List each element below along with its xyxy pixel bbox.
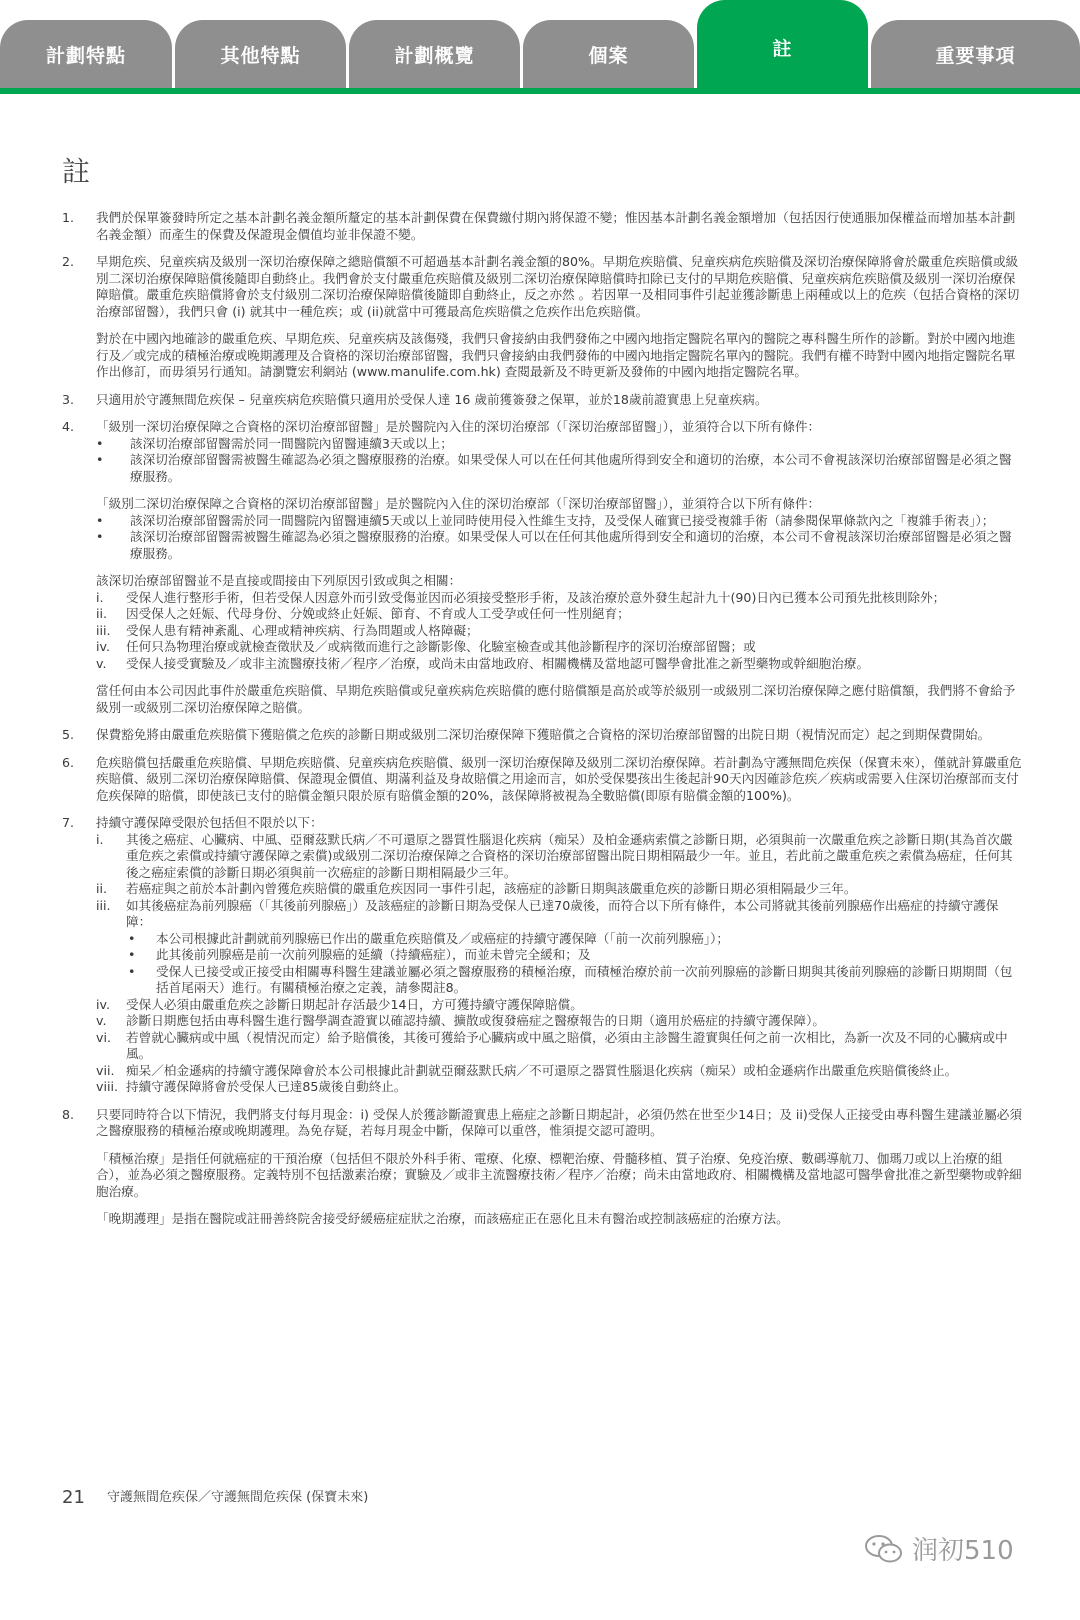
roman-item: iii. 受保人患有精神紊亂、心理或精神疾病、行為問題或人格障礙； <box>96 622 479 638</box>
note-number: 3. <box>62 391 75 407</box>
note-text: 危疾賠償包括嚴重危疾賠償、早期危疾賠償、兒童疾病危疾賠償、級別一深切治療保障及級別二深切治療保障。若計劃為守護無間危疾保（保寶未來），僅就計算嚴重危疾賠償、級別二深切治療保障賠償、保證現金價值、期滿利益及身故賠償之用途而言，如於受保嬰孩出生後起計90天內因確診危疾／疾病或需要入住深切治療部而支付危疾保障的賠償，即使該已支付的賠償金額只限於原有賠償金額的20%，該保障將被視為全數賠償(即原有賠償金額的100%)。 <box>96 754 1022 803</box>
bullet-text: 該深切治療部留醫需被醫生確認為必須之醫療服務的治療。如果受保人可以在任何其他處所得到安全和適切的治療，本公司不會視該深切治療部留醫是必須之醫療服務。 <box>130 529 1012 561</box>
bullet-text: 該深切治療部留醫需被醫生確認為必須之醫療服務的治療。如果受保人可以在任何其他處所得到安全和適切的治療，本公司不會視該深切治療部留醫是必須之醫療服務。 <box>130 452 1012 484</box>
note-number: 6. <box>62 754 75 770</box>
note-2 <box>62 254 1022 381</box>
tab-other-features[interactable]: 其他特點 <box>175 20 346 88</box>
tab-notes[interactable]: 註 <box>697 0 868 88</box>
roman-item: v. 診斷日期應包括由專科醫生進行醫學調查證實以確認持續、擴散或復發癌症之醫療報告的日期（適用於癌症的持續守護保障）。 <box>96 1013 825 1028</box>
section-tabs <box>0 0 1080 94</box>
note-text: 保費豁免將由嚴重危疾賠償下獲賠償之危疾的診斷日期或級別二深切治療保障下獲賠償之合資格的深切治療部留醫的出院日期（視情況而定）起之到期保費開始。 <box>96 727 991 742</box>
sub-bullet-item: • 此其後前列腺癌是前一次前列腺癌的延續（持續癌症），而並未曾完全緩和；及 <box>128 947 591 962</box>
note-block <box>96 419 1022 485</box>
note-block <box>96 815 1022 1096</box>
roman-item: i. 其後之癌症、心臟病、中風、亞爾茲默氏病／不可還原之器質性腦退化疾病（痴呆）及柏金遜病索償之診斷日期，必須與前一次嚴重危疾之診斷日期(其為首次嚴重危疾之索償或持續守護保障之索償)或級別二深切治療保障之合資格的深切治療部留醫出院日期相隔最少一年。並且，若此前之嚴重危疾之索償為癌症，任何其後之癌症索償的診斷日期必須與前一次癌症的診斷日期相隔最少三年。 <box>96 831 1013 880</box>
roman-item: ii. 因受保人之妊娠、代母身份、分娩或終止妊娠、節育、不育或人工受孕或任何一性別絕育； <box>96 606 630 621</box>
bullet-item: • 該深切治療部留醫需於同一間醫院內留醫連續5天或以上並同時使用侵入性維生支持，及受保人確實已接受複雜手術（請參閱保單條款內之「複雜手術表」）； <box>96 512 995 528</box>
note-text: 持續守護保障受限於包括但不限於以下： <box>96 815 323 830</box>
sub-bullet-item: • 受保人已接受或正接受由相關專科醫生建議並屬必須之醫療服務的積極治療，而積極治療於前一次前列腺癌的診斷日期與其後前列腺癌的診斷日期期間（包括首尾兩天）進行。有關積極治療之定義，請參閱註8。 <box>128 963 1013 995</box>
note-text: 「級別二深切治療保障之合資格的深切治療部留醫」是於醫院內入住的深切治療部（「深切治療部留醫」），並須符合以下所有條件： <box>96 496 821 511</box>
wechat-icon <box>864 1533 904 1565</box>
note-5 <box>62 727 1022 744</box>
note-text: 我們於保單簽發時所定之基本計劃名義金額所釐定的基本計劃保費在保費繳付期內將保證不變；惟因基本計劃名義金額增加（包括因行使通脹加保權益而增加基本計劃名義金額）而產生的保費及保證現金價值均並非保證不變。 <box>96 210 1016 242</box>
page-title: 註 <box>62 155 91 188</box>
roman-item: i. 受保人進行整形手術，但若受保人因意外而引致受傷並因而必須接受整形手術，及該治療於意外發生起計九十(90)日內已獲本公司預先批核則除外； <box>96 589 946 605</box>
note-text: 早期危疾、兒童疾病及級別一深切治療保障之總賠償額不可超過基本計劃名義金額的80%。早期危疾賠償、兒童疾病危疾賠償及深切治療保障將會於嚴重危疾賠償或級別二深切治療保障賠償後隨即自動終止。我們會於支付嚴重危疾賠償及級別二深切治療保障賠償時扣除已支付的早期危疾賠償、兒童疾病危疾賠償及級別一深切治療保障賠償。嚴重危疾賠償將會於支付級別二深切治療保障賠償後隨即自動終止，反之亦然 。若因單一及相同事件引起並獲診斷患上兩種或以上的危疾（包括合資格的深切治療部留醫），我們只會 (i) 就其中一種危疾；或 (ii)就當中可獲最高危疾賠償之危疾作出危疾賠償。 <box>96 254 1020 319</box>
roman-item: v. 受保人接受實驗及／或非主流醫療技術／程序／治療，或尚未由當地政府、相關機構及當地認可醫學會批准之新型藥物或幹細胞治療。 <box>96 655 870 671</box>
tab-important-matters[interactable]: 重要事項 <box>871 20 1080 88</box>
roman-item: viii. 持續守護保障將會於受保人已達85歲後自動終止。 <box>96 1079 407 1094</box>
footer-text: 守護無間危疾保／守護無間危疾保 (保寶未來) <box>107 1490 369 1505</box>
sub-bullet-item: • 本公司根據此計劃就前列腺癌已作出的嚴重危疾賠償及／或癌症的持續守護保障（「前一次前列腺癌」）； <box>128 930 730 946</box>
watermark-text: 润初510 <box>912 1536 1014 1566</box>
bullet-item: • 該深切治療部留醫需被醫生確認為必須之醫療服務的治療。如果受保人可以在任何其他處所得到安全和適切的治療，本公司不會視該深切治療部留醫是必須之醫療服務。 <box>96 452 1012 484</box>
roman-item: ii. 若癌症與之前於本計劃內曾獲危疾賠償的嚴重危疾因同一事件引起，該癌症的診斷日期與該嚴重危疾的診斷日期必須相隔最少三年。 <box>96 881 857 896</box>
note-number: 5. <box>62 727 75 742</box>
bullet-text: 該深切治療部留醫需於同一間醫院內留醫連續5天或以上並同時使用侵入性維生支持，及受保人確實已接受複雜手術（請參閱保單條款內之「複雜手術表」）； <box>130 512 995 528</box>
tab-plan-overview[interactable]: 計劃概覽 <box>349 20 520 88</box>
tab-case[interactable]: 個案 <box>523 20 694 88</box>
note-text: 「晚期護理」是指在醫院或註冊善終院舍接受紓緩癌症症狀之治療，而該癌症正在惡化且未有醫治或控制該癌症的治療方法。 <box>96 1211 789 1226</box>
note-number: 2. <box>62 254 75 269</box>
note-text: 對於在中國內地確診的嚴重危疾、早期危疾、兒童疾病及該傷殘，我們只會接納由我們發佈之中國內地指定醫院名單內的醫院之專科醫生所作的診斷。對於中國內地進行及／或完成的積極治療或晚期護理及合資格的深切治療部留醫，我們只會接納由我們發佈的中國內地指定醫院名單內的醫院。我們有權不時對中國內地指定醫院名單作出修訂，而毋須另行通知。請瀏覽宏利網站 (www.manulife.com.hk) 查閱最新及不時更新及發佈的中國內地指定醫院名單。 <box>96 331 1016 379</box>
note-1 <box>62 210 1022 243</box>
roman-item: vii. 痴呆／柏金遜病的持續守護保障會於本公司根據此計劃就亞爾茲默氏病／不可還原之器質性腦退化疾病（痴呆）或柏金遜病作出嚴重危疾賠償後終止。 <box>96 1062 958 1078</box>
page-number: 21 <box>62 1487 85 1508</box>
watermark <box>864 1530 1014 1567</box>
roman-item: iv. 受保人必須由嚴重危疾之診斷日期起計存活最少14日，方可獲持續守護保障賠償。 <box>96 996 583 1012</box>
note-text: 當任何由本公司因此事件於嚴重危疾賠償、早期危疾賠償或兒童疾病危疾賠償的應付賠償額是高於或等於級別一或級別二深切治療保障之應付賠償額，我們將不會給予級別一或級別二深切治療保障之賠償。 <box>96 683 1016 715</box>
note-text: 「積極治療」是指任何就癌症的干預治療（包括但不限於外科手術、電療、化療、標靶治療、骨髓移植、質子治療、免疫治療、數碼導航刀、伽瑪刀或以上治療的組合），並為必須之醫療服務。定義特別不包括激素治療；實驗及／或非主流醫療技術／程序／治療；尚未由當地政府、相關機構及當地認可醫學會批准之新型藥物或幹細胞治療。 <box>96 1150 1022 1199</box>
roman-item: vi. 若曾就心臟病或中風（視情況而定）給予賠償後，其後可獲給予心臟病或中風之賠償，必須由主診醫生證實與任何之前一次相比，為新一次及不同的心臟病或中風。 <box>96 1029 1008 1061</box>
tab-plan-features[interactable]: 計劃特點 <box>0 20 172 88</box>
tab-underline <box>0 88 1080 94</box>
note-number: 7. <box>62 815 75 830</box>
note-block <box>96 496 1022 562</box>
note-text: 「級別一深切治療保障之合資格的深切治療部留醫」是於醫院內入住的深切治療部（「深切治療部留醫」），並須符合以下所有條件： <box>96 419 821 434</box>
note-text: 該深切治療部留醫並不是直接或間接由下列原因引致或與之相關： <box>96 573 462 588</box>
bullet-item: • 該深切治療部留醫需於同一間醫院內留醫連續3天或以上； <box>96 435 453 451</box>
note-number: 4. <box>62 419 75 434</box>
roman-item: iv. 任何只為物理治療或就檢查徵狀及／或病徵而進行之診斷影像、化驗室檢查或其他診斷程序的深切治療部留醫；或 <box>96 639 756 654</box>
note-number: 8. <box>62 1106 75 1122</box>
roman-item: iii. 如其後癌症為前列腺癌（「其後前列腺癌」）及該癌症的診斷日期為受保人已達70歲後，而符合以下所有條件，本公司將就其後前列腺癌作出癌症的持續守護保障： • 本公司根據此計劃就前列腺癌已作出的嚴重危疾賠償及／或癌症的持續守護保障（「前一次前列腺癌」）； • 此其後前列腺癌是前一次前列腺癌的延續（持續癌症），而並未曾完全緩和；及 • 受保人已接受或正接受由相關專科醫生建議並屬必須之醫療服務的積極治療，而積極治療於前一次前列腺癌的診斷日期與其後前列腺癌的診斷日期期間（包括首尾兩天）進行。有關積極治療之定義，請參閱註8。 <box>96 898 1022 997</box>
note-3 <box>62 392 1022 409</box>
page-footer <box>62 1486 368 1508</box>
note-block <box>96 573 1022 672</box>
note-text: 只適用於守護無間危疾保 – 兒童疾病危疾賠償只適用於受保人達 16 歲前獲簽發之保單，並於18歲前證實患上兒童疾病。 <box>96 391 768 407</box>
note-text: 只要同時符合以下情況，我們將支付每月現金：i) 受保人於獲診斷證實患上癌症之診斷日期起計，必須仍然在世至少14日；及 ii)受保人正接受由專科醫生建議並屬必須之醫療服務的積極治療或晚期護理。為免存疑，若每月現金中斷，保障可以重啓，惟須提交認可證明。 <box>96 1106 1022 1138</box>
note-number: 1. <box>62 210 75 225</box>
bullet-item: • 該深切治療部留醫需被醫生確認為必須之醫療服務的治療。如果受保人可以在任何其他處所得到安全和適切的治療，本公司不會視該深切治療部留醫是必須之醫療服務。 <box>96 529 1012 561</box>
note-6 <box>62 755 1022 805</box>
note-4 <box>62 419 1022 716</box>
note-8 <box>62 1107 1022 1228</box>
notes-content <box>62 210 1022 1239</box>
note-7 <box>62 815 1022 1096</box>
bullet-text: 該深切治療部留醫需於同一間醫院內留醫連續3天或以上； <box>130 435 453 451</box>
